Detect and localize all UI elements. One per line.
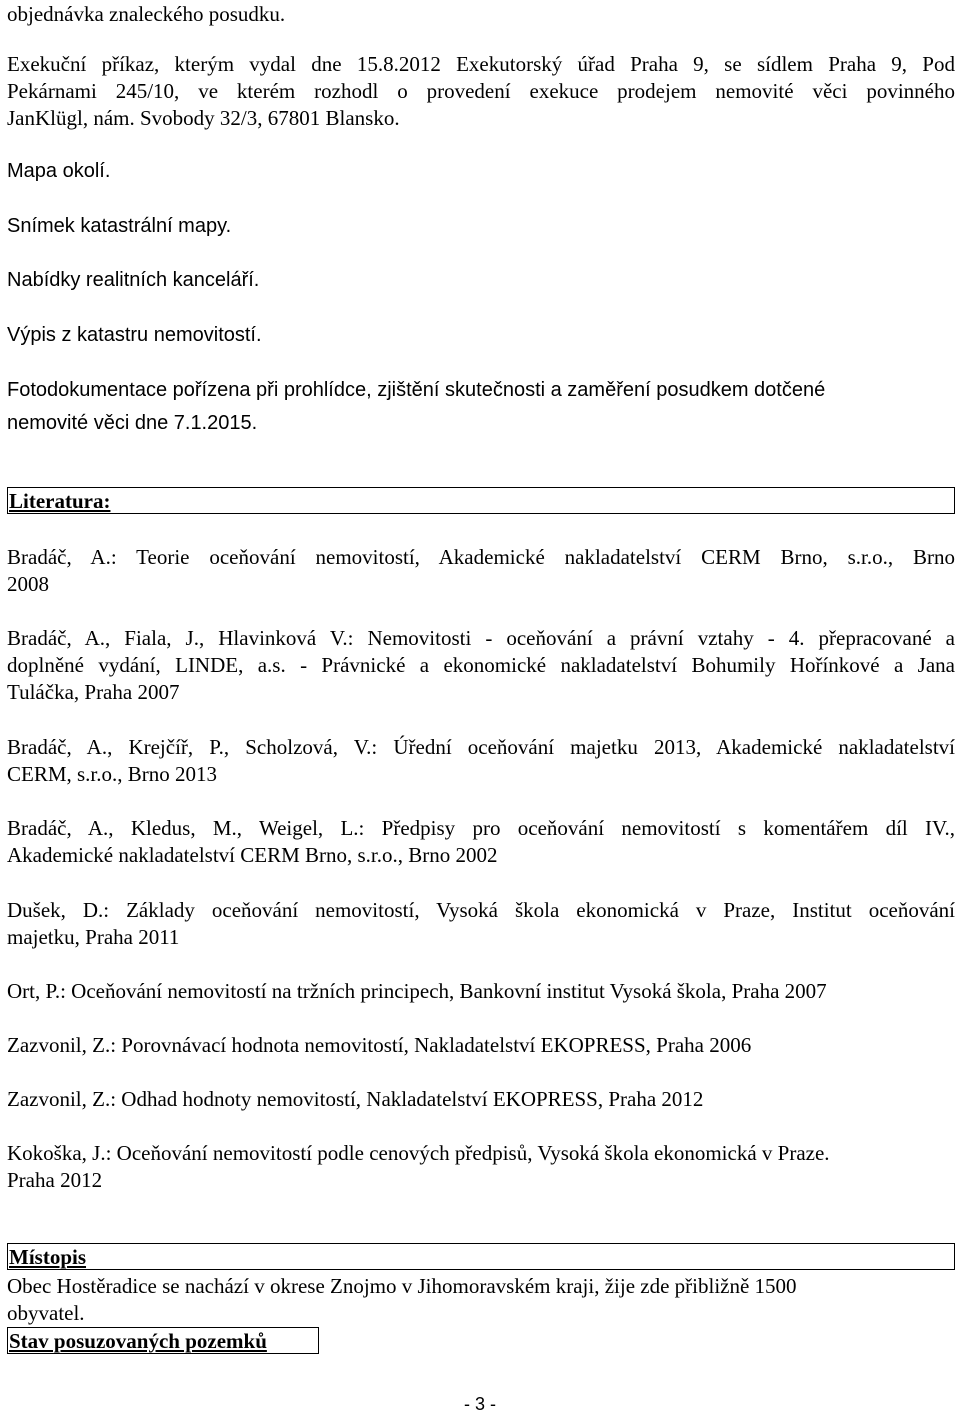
parcels-heading: Stav posuzovaných pozemků — [7, 1327, 319, 1354]
mistopis-heading: Místopis — [7, 1243, 955, 1270]
literature-entry-3-line-2: CERM, s.r.o., Brno 2013 — [7, 762, 218, 786]
literature-entry-9-line-2: Praha 2012 — [7, 1168, 103, 1192]
literature-entry-9-line-1: Kokoška, J.: Oceňování nemovitostí podle cenových předpisů, Vysoká škola ekonomická v Praze. — [7, 1141, 830, 1165]
mistopis-text-line-2: obyvatel. — [7, 1301, 85, 1325]
literature-entry-1-line-2: 2008 — [7, 572, 49, 596]
execution-order-line-2: Pekárnami 245/10, ve kterém rozhodl o provedení exekuce prodejem nemovité věci povinného — [7, 79, 955, 103]
literature-entry-2-line-1: Bradáč, A., Fiala, J., Hlavinková V.: Nemovitosti - oceňování a právní vztahy - 4. přepracované a — [7, 626, 955, 650]
literature-heading: Literatura: — [7, 487, 955, 514]
page-number: - 3 - — [463, 1394, 496, 1414]
literature-entry-5-line-1: Dušek, D.: Základy oceňování nemovitostí, Vysoká škola ekonomická v Praze, Institut oceňování — [7, 898, 955, 922]
literature-entry-2-line-2: doplněné vydání, LINDE, a.s. - Právnické a ekonomické nakladatelství Bohumily Hořínkové a Jana — [7, 653, 955, 677]
order-text: objednávka znaleckého posudku. — [7, 2, 286, 26]
literature-entry-3-line-1: Bradáč, A., Krejčíř, P., Scholzová, V.: Úřední oceňování majetku 2013, Akademické nakladatelství — [7, 735, 955, 759]
literature-entry-2-line-3: Tuláčka, Praha 2007 — [7, 680, 180, 704]
mistopis-text-line-1: Obec Hostěradice se nachází v okrese Znojmo v Jihomoravském kraji, žije zde přibližně 1500 — [7, 1274, 797, 1298]
literature-entry-1-line-1: Bradáč, A.: Teorie oceňování nemovitostí, Akademické nakladatelství CERM Brno, s.r.o., Brno — [7, 545, 955, 569]
execution-order-line-3: JanKlügl, nám. Svobody 32/3, 67801 Blansko. — [7, 106, 400, 130]
source-realty-offers: Nabídky realitních kanceláří. — [7, 269, 260, 291]
source-cadastral-image: Snímek katastrální mapy. — [7, 215, 232, 237]
literature-entry-5-line-2: majetku, Praha 2011 — [7, 925, 180, 949]
source-photo-line-1: Fotodokumentace pořízena při prohlídce, zjištění skutečnosti a zaměření posudkem dotčené — [7, 379, 826, 401]
literature-entry-4-line-1: Bradáč, A., Kledus, M., Weigel, L.: Předpisy pro oceňování nemovitostí s komentářem díl IV., — [7, 816, 955, 840]
source-cadastre-extract: Výpis z katastru nemovitostí. — [7, 324, 262, 346]
source-photo-line-2: nemovité věci dne 7.1.2015. — [7, 412, 258, 434]
source-map: Mapa okolí. — [7, 160, 111, 182]
literature-entry-8: Zazvonil, Z.: Odhad hodnoty nemovitostí, Nakladatelství EKOPRESS, Praha 2012 — [7, 1087, 704, 1111]
literature-entry-7: Zazvonil, Z.: Porovnávací hodnota nemovitostí, Nakladatelství EKOPRESS, Praha 2006 — [7, 1033, 752, 1057]
literature-entry-6: Ort, P.: Oceňování nemovitostí na tržních principech, Bankovní institut Vysoká škola, Praha 2007 — [7, 979, 827, 1003]
execution-order-line-1: Exekuční příkaz, kterým vydal dne 15.8.2012 Exekutorský úřad Praha 9, se sídlem Praha 9, Pod — [7, 52, 955, 76]
literature-entry-4-line-2: Akademické nakladatelství CERM Brno, s.r.o., Brno 2002 — [7, 843, 498, 867]
